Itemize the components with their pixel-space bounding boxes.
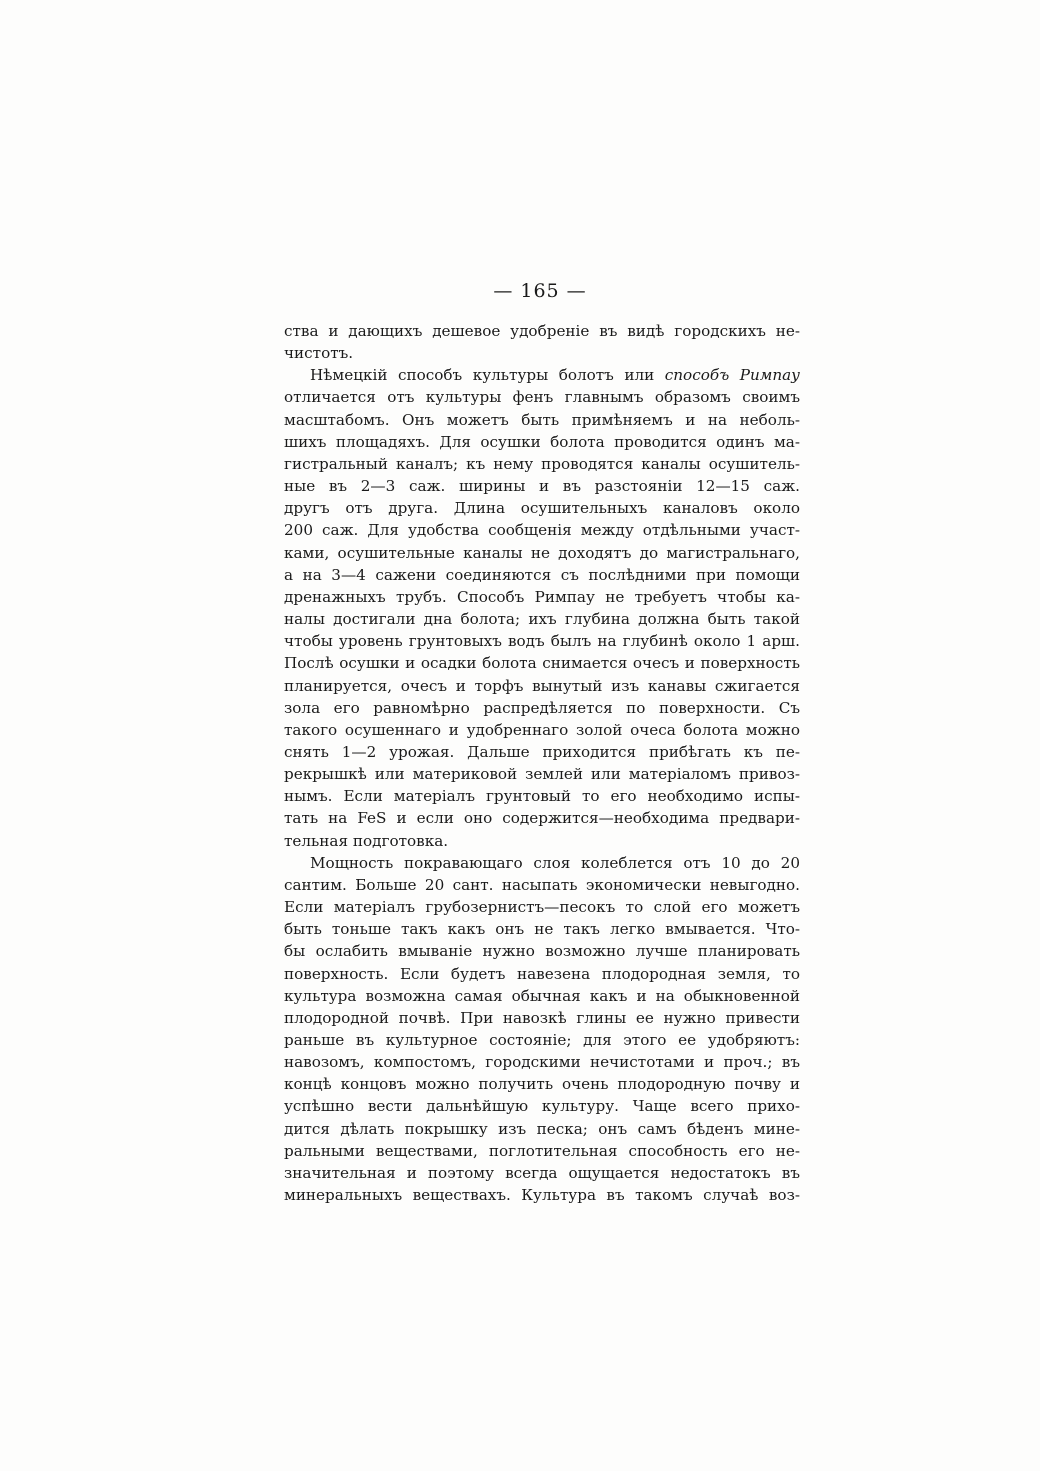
text-line: ральными веществами, поглотительная способность его не- [284, 1141, 800, 1160]
text-line: бы ослабить вмываніе нужно возможно лучше планировать [284, 942, 800, 961]
body-text [284, 320, 800, 1206]
text-line: гистральный каналъ; къ нему проводятся каналы осушитель- [284, 454, 800, 473]
text-line [284, 364, 800, 386]
text-line: тельная подготовка. [284, 831, 449, 850]
text-line: такого осушеннаго и удобреннаго золой очеса болота можно [284, 720, 800, 739]
page-number: — 165 — [493, 280, 587, 302]
text-line: навозомъ, компостомъ, городскими нечистотами и проч.; въ [284, 1053, 800, 1072]
text-line: Послѣ осушки и осадки болота снимается очесъ и поверхность [284, 654, 800, 673]
text-line: планируется, очесъ и торфъ вынутый изъ канавы сжигается [284, 676, 800, 695]
text-line: снять 1—2 урожая. Дальше приходится прибѣгать къ пе- [284, 742, 800, 761]
text-line: раньше въ культурное состояніе; для этого ее удобряютъ: [284, 1031, 800, 1049]
text-line: налы достигали дна болота; ихъ глубина должна быть такой [284, 610, 800, 629]
text-line: тать на FeS и если оно содержится—необходима предвари- [284, 809, 800, 828]
text-line: Мощность покравающаго слоя колеблется отъ 10 до 20 [310, 853, 800, 872]
text-line: культура возможна самая обычная какъ и на обыкновенной [284, 986, 800, 1005]
text-line: рекрышкѣ или материковой землей или матеріаломъ привоз- [284, 765, 800, 784]
text-line: сантим. Больше 20 сант. насыпать экономически невыгодно. [284, 875, 800, 894]
text-line: ные въ 2—3 саж. ширины и въ разстояніи 12—15 саж. [284, 477, 800, 496]
text-line: концѣ концовъ можно получить очень плодородную почву и [284, 1075, 800, 1094]
text-line: масштабомъ. Онъ можетъ быть примѣняемъ и на неболь- [284, 410, 800, 429]
text-line: успѣшно вести дальнѣйшую культуру. Чаще всего прихо- [284, 1097, 800, 1116]
text-line: чтобы уровень грунтовыхъ водъ былъ на глубинѣ около 1 арш. [284, 632, 800, 651]
text-line: дренажныхъ трубъ. Способъ Римпау не требуетъ чтобы ка- [284, 587, 800, 606]
text-line: Если матеріалъ грубозернистъ—песокъ то слой его можетъ [284, 898, 800, 917]
text-line: дится дѣлать покрышку изъ песка; онъ самъ бѣденъ мине- [284, 1119, 800, 1138]
text-line: нымъ. Если матеріалъ грунтовый то его необходимо испы- [284, 787, 800, 806]
text-line: чистотъ. [284, 344, 354, 363]
text-line: зола его равномѣрно распредѣляется по поверхности. Съ [284, 698, 800, 717]
italic-phrase: способъ Римпау [664, 366, 800, 385]
text-line: 200 саж. Для удобства сообщенія между отдѣльными участ- [284, 521, 800, 540]
text-line: быть тоньше такъ какъ онъ не такъ легко вмывается. Что- [284, 920, 800, 939]
text-line: другъ отъ друга. Длина осушительныхъ каналовъ около [284, 499, 800, 518]
text-span: Нѣмецкій способъ культуры болотъ или [310, 366, 665, 385]
text-line: поверхность. Если будетъ навезена плодородная земля, то [284, 964, 800, 983]
text-line: минеральныхъ веществахъ. Культура въ такомъ случаѣ воз- [284, 1186, 800, 1205]
text-line: плодородной почвѣ. При навозкѣ глины ее нужно привести [284, 1008, 800, 1027]
text-line: а на 3—4 сажени соединяются съ послѣдними при помощи [284, 565, 800, 584]
text-line: ства и дающихъ дешевое удобреніе въ видѣ городскихъ не- [284, 322, 800, 340]
text-line: ками, осушительные каналы не доходятъ до магистральнаго, [284, 543, 800, 562]
text-line: значительная и поэтому всегда ощущается недостатокъ въ [284, 1163, 800, 1182]
text-line: шихъ площадяхъ. Для осушки болота проводится одинъ ма- [284, 432, 800, 451]
text-line: отличается отъ культуры фенъ главнымъ образомъ своимъ [284, 388, 800, 407]
